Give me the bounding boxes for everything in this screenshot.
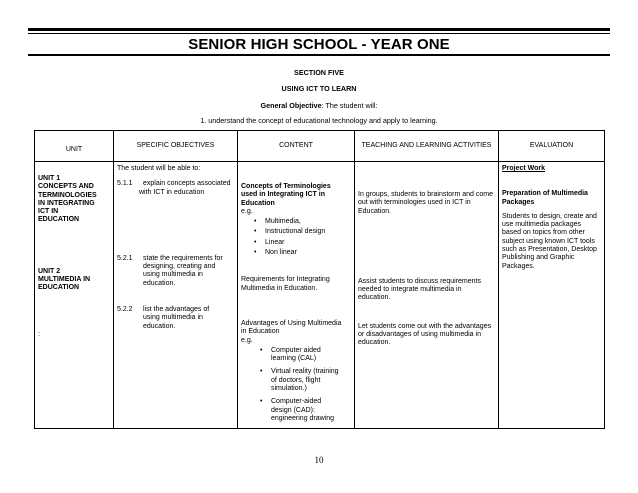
content-2: Requirements for Integrating Multimedia in Education. [241, 276, 330, 292]
objective-5-1-1-text-cont: with ICT in education [139, 188, 205, 196]
activity-3: Let students come out with the advantages or disadvantages of using multimedia in education. [358, 322, 492, 347]
list-item: • Computer-aided design (CAD): engineering drawing [271, 398, 343, 423]
table-header-row [35, 131, 605, 162]
evaluation-text: Students to design, create and use multimedia packages based on topics from other subject using known ICT tools such as Presentation, Desktop Publishing and Graphic Packages. [502, 212, 597, 270]
page-number: 10 [314, 455, 324, 465]
list-item: • Instructional design [265, 228, 351, 236]
unit-colon: : [38, 330, 40, 338]
list-item: • Computer aided learning (CAL) [271, 347, 343, 364]
page-title: SENIOR HIGH SCHOOL - YEAR ONE [188, 36, 450, 53]
unit-cell [35, 162, 114, 429]
content-3-list [241, 347, 351, 423]
header-evaluation: EVALUATION [499, 131, 605, 162]
objective-5-1-1-number: 5.1.1 [117, 180, 133, 188]
objective-item: 1. understand the concept of educational technology and apply to learning. [200, 116, 438, 125]
objective-5-2-2 [117, 306, 234, 331]
objective-5-1-1-text: explain concepts associated [143, 180, 231, 188]
objective-5-2-2-number: 5.2.2 [117, 306, 133, 314]
evaluation-subtitle: Preparation of Multimedia Packages [502, 190, 588, 206]
header-specific-objectives: SPECIFIC OBJECTIVES [114, 131, 238, 162]
header-activities: TEACHING AND LEARNING ACTIVITIES [355, 131, 499, 162]
objective-5-2-1-text: state the requirements for designing, creating and using multimedia in education. [143, 254, 223, 287]
list-item: • Multimedia, [265, 218, 351, 226]
activity-2: Assist students to discuss requirements needed to integrate multimedia in education. [358, 277, 481, 302]
objectives-intro: The student will be able to: [117, 165, 201, 172]
objective-text: : The student will: [321, 101, 378, 110]
list-item: • Virtual reality (training of doctors, flight simulation.) [271, 368, 343, 393]
activities-cell [355, 162, 499, 429]
objective-5-2-1-number: 5.2.1 [117, 254, 133, 262]
content-cell [238, 162, 355, 429]
section-heading: SECTION FIVE [294, 68, 344, 77]
content-3: Advantages of Using Multimedia in Education [241, 319, 342, 336]
topic-heading: USING ICT TO LEARN [281, 84, 357, 93]
unit-2-title: UNIT 2 MULTIMEDIA IN EDUCATION [38, 267, 91, 292]
content-1-eg: e.g. [241, 207, 253, 215]
objective-5-2-2-text: list the advantages of using multimedia in education. [143, 306, 210, 330]
header-content: CONTENT [238, 131, 355, 162]
top-rule-thin [28, 33, 610, 34]
unit-1-title: UNIT 1 CONCEPTS AND TERMINOLOGIES IN INTEGRATING ICT IN EDUCATION [38, 175, 97, 224]
general-objective [0, 101, 638, 110]
list-item: • Linear [265, 239, 351, 247]
content-3-eg: e.g. [241, 336, 253, 344]
evaluation-title: Project Work [502, 165, 546, 172]
evaluation-cell [499, 162, 605, 429]
specific-objectives-cell [114, 162, 238, 429]
content-1-title: Concepts of Terminologies used in Integrating ICT in Education [241, 183, 331, 207]
objective-label: General Objective [260, 101, 322, 110]
table-row [35, 162, 605, 429]
objective-5-1-1 [117, 180, 234, 197]
list-item: • Non linear [265, 249, 351, 257]
objective-5-2-1 [117, 255, 234, 288]
syllabus-table [34, 130, 605, 429]
header-unit: UNIT [35, 131, 114, 162]
activity-1: In groups, students to brainstorm and come out with terminologies used in ICT in Education. [358, 191, 494, 215]
title-underline [28, 54, 610, 56]
content-1-list [241, 218, 351, 257]
top-rule-thick [28, 28, 610, 31]
